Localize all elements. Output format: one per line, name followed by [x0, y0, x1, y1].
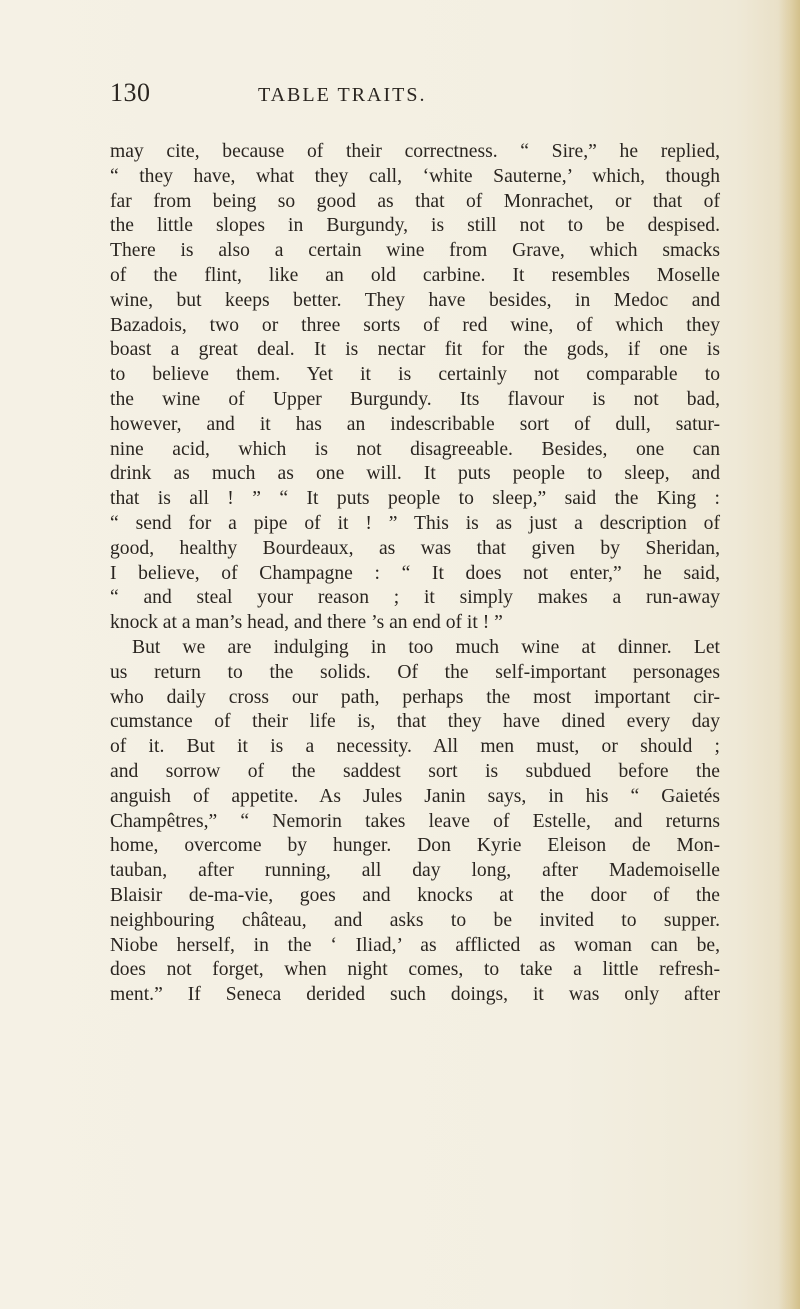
text-line: drink as much as one will. It puts people to sleep, and — [110, 463, 720, 485]
text-line: tauban, after running, all day long, after Mademoiselle — [110, 860, 720, 882]
text-line: anguish of appetite. As Jules Janin says, in his “ Gaietés — [110, 785, 720, 807]
text-line: “ and steal your reason ; it simply makes a run-away — [110, 587, 720, 609]
text-line: far from being so good as that of Monrachet, or that of — [110, 190, 720, 212]
text-line: nine acid, which is not disagreeable. Besides, one can — [110, 438, 720, 460]
text-line: who daily cross our path, perhaps the most important cir- — [110, 686, 720, 708]
text-line: may cite, because of their correctness. “ Sire,” he replied, — [110, 141, 720, 162]
text-line: boast a great deal. It is nectar fit for the gods, if one is — [110, 339, 720, 361]
text-line: however, and it has an indescribable sort of dull, satur- — [110, 413, 720, 435]
text-line: I believe, of Champagne : “ It does not enter,” he said, — [110, 562, 720, 584]
text-line: Champêtres,” “ Nemorin takes leave of Estelle, and returns — [110, 810, 720, 832]
text-line: of it. But it is a necessity. All men must, or should ; — [110, 736, 720, 758]
text-line: does not forget, when night comes, to take a little refresh- — [110, 959, 720, 981]
text-line: us return to the solids. Of the self-important personages — [110, 661, 720, 683]
page-number: 130 — [110, 78, 151, 107]
text-line: cumstance of their life is, that they have dined every day — [110, 711, 720, 733]
text-line: Blaisir de-ma-vie, goes and knocks at the door of the — [110, 884, 720, 906]
text-line: Niobe herself, in the ‘ Iliad,’ as afflicted as woman can be, — [110, 934, 720, 956]
text-line: good, healthy Bourdeaux, as was that given by Sheridan, — [110, 537, 720, 559]
text-line: that is all ! ” “ It puts people to sleep,” said the King : — [110, 488, 720, 510]
page-edge-stain — [778, 0, 800, 1309]
text-line: knock at a man’s head, and there ’s an end of it ! ” — [110, 612, 503, 634]
text-line: wine, but keeps better. They have besides, in Medoc and — [110, 289, 720, 311]
text-line: “ send for a pipe of it ! ” This is as just a description of — [110, 512, 720, 534]
text-line: to believe them. Yet it is certainly not comparable to — [110, 364, 720, 386]
text-line: neighbouring château, and asks to be invited to supper. — [110, 909, 720, 931]
running-head: TABLE TRAITS. — [258, 84, 427, 106]
body-text — [110, 140, 720, 1008]
text-line: There is also a certain wine from Grave, which smacks — [110, 240, 720, 262]
text-line: ment.” If Seneca derided such doings, it was only after — [110, 984, 720, 1006]
text-line: Bazadois, two or three sorts of red wine, of which they — [110, 314, 720, 336]
text-line: of the flint, like an old carbine. It resembles Moselle — [110, 264, 720, 286]
text-line: home, overcome by hunger. Don Kyrie Eleison de Mon- — [110, 835, 720, 857]
text-line: the little slopes in Burgundy, is still not to be despised. — [110, 215, 720, 237]
text-line: and sorrow of the saddest sort is subdued before the — [110, 760, 720, 782]
text-line: the wine of Upper Burgundy. Its flavour is not bad, — [110, 388, 720, 410]
text-line: “ they have, what they call, ‘white Sauterne,’ which, though — [110, 165, 720, 187]
text-line: But we are indulging in too much wine at dinner. Let — [132, 636, 720, 658]
